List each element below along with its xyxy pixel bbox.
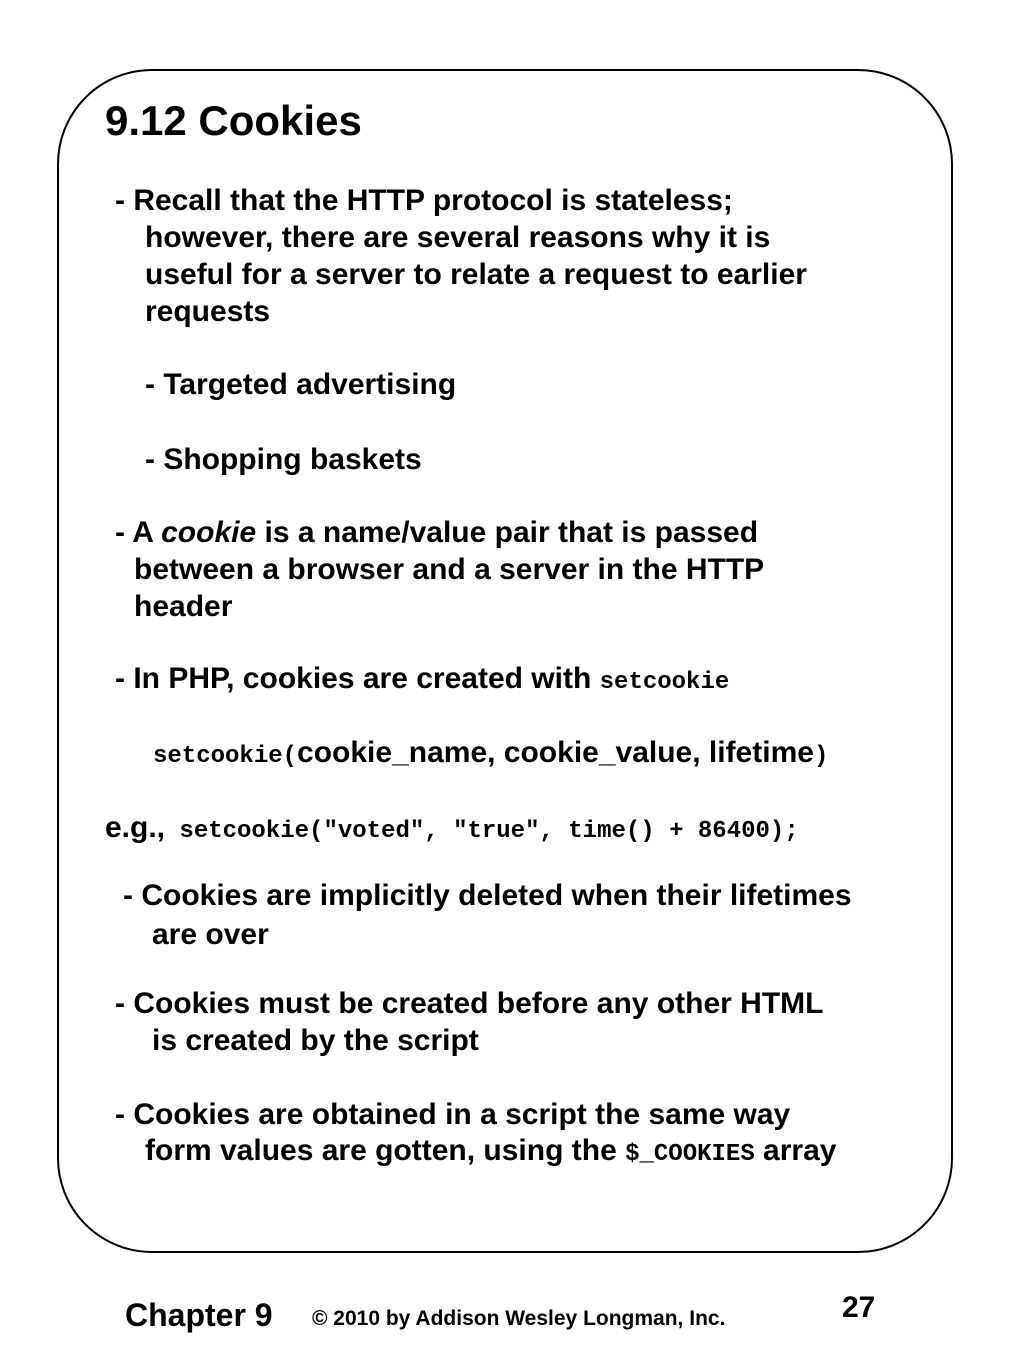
cookies-array-code: $_COOKIES xyxy=(625,1141,755,1168)
setcookie-syntax xyxy=(153,735,828,775)
sub-bullet-advertising: - Targeted advertising xyxy=(145,368,457,401)
php-setcookie-code: setcookie xyxy=(599,669,730,696)
bullet-before-html-line1: - Cookies must be created before any other HTML xyxy=(115,987,824,1020)
sub-bullet-shopping: - Shopping baskets xyxy=(145,443,422,476)
footer-chapter: Chapter 9 xyxy=(125,1297,273,1333)
example-line xyxy=(105,810,799,850)
footer-copyright: © 2010 by Addison Wesley Longman, Inc. xyxy=(312,1307,726,1330)
slide-title: 9.12 Cookies xyxy=(105,97,362,144)
footer-page-number: 27 xyxy=(842,1291,876,1324)
syntax-args: cookie_name, cookie_value, lifetime xyxy=(297,736,814,769)
cookie-def-prefix: - A xyxy=(115,516,162,549)
bullet-stateless-line1: - Recall that the HTTP protocol is stateless; xyxy=(115,184,733,217)
bullet-stateless-line4: requests xyxy=(145,295,271,328)
bullet-before-html-line2: is created by the script xyxy=(152,1024,479,1057)
bullet-cookie-definition-line1 xyxy=(115,515,758,551)
obtained-text-pre: form values are gotten, using the xyxy=(145,1134,626,1167)
bullet-cookie-definition-line3: header xyxy=(134,590,233,623)
bullet-stateless-line3: useful for a server to relate a request to earlier xyxy=(145,258,807,291)
bullet-obtained-line2 xyxy=(145,1133,836,1173)
example-code: setcookie("voted", "true", time() + 86400); xyxy=(165,818,799,845)
syntax-code-open: setcookie( xyxy=(153,743,298,770)
php-setcookie-text: - In PHP, cookies are created with xyxy=(115,662,600,695)
bullet-stateless-line2: however, there are several reasons why it is xyxy=(145,221,771,254)
cookie-term: cookie xyxy=(161,516,257,549)
cookie-def-suffix: is a name/value pair that is passed xyxy=(256,516,759,549)
bullet-obtained-line1: - Cookies are obtained in a script the same way xyxy=(115,1098,791,1131)
bullet-cookie-definition-line2: between a browser and a server in the HTTP xyxy=(134,553,765,586)
example-label: e.g., xyxy=(105,811,166,844)
obtained-text-post: array xyxy=(754,1134,837,1167)
bullet-lifetime-line1: - Cookies are implicitly deleted when their lifetimes xyxy=(123,879,852,912)
syntax-code-close: ) xyxy=(813,743,829,770)
bullet-lifetime-line2: are over xyxy=(152,918,269,951)
bullet-php-setcookie xyxy=(115,661,729,701)
